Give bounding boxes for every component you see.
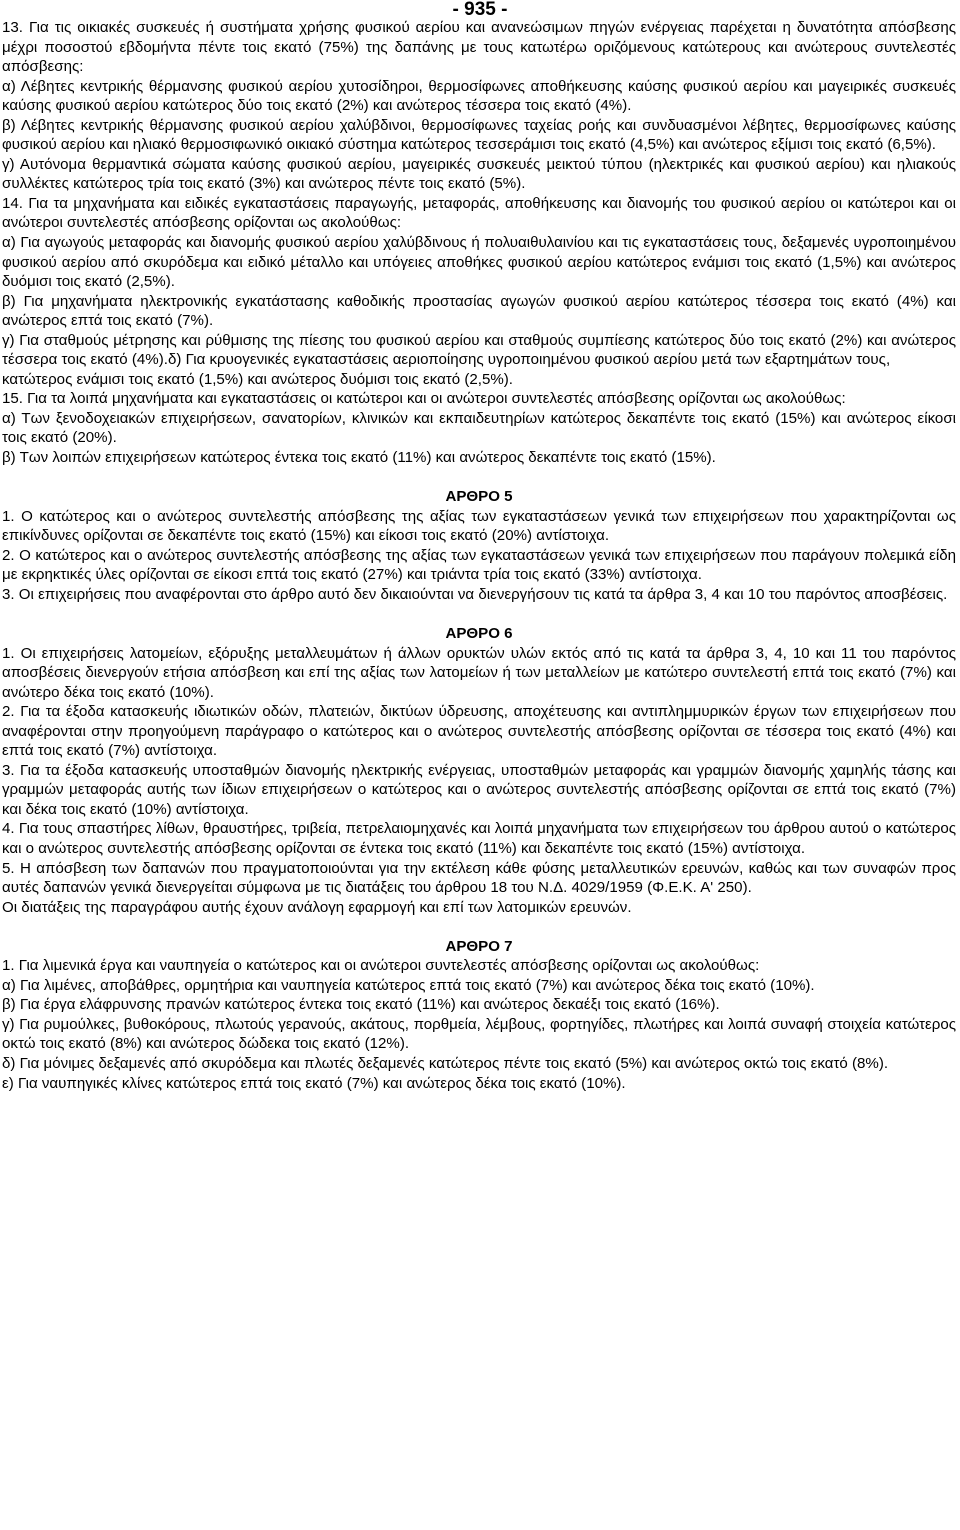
paragraph: β) Λέβητες κεντρικής θέρμανσης φυσικού αερίου χαλύβδινοι, θερμοσίφωνες ταχείας ροής και συνδυασμένοι λέβητες, θερμοσίφωνες καύσης φυσικού αερίου και ηλιακό θερμοσιφωνικό οικιακό σύστημα κατώτερος τεσσεράμισι τοις εκατό (4,5%) και ανώτερος εξίμισι τοις εκατό (6,5%). [2,116,956,154]
paragraph: γ) Για σταθμούς μέτρησης και ρύθμισης της πίεσης του φυσικού αερίου και σταθμούς συμπίεσης κατώτερος δύο τοις εκατό (2%) και ανώτερος τέσσερα τοις εκατό (4%).δ) Για κρυογενικές εγκαταστάσεις αεριοποίησης υγροποιημένου φυσικού αερίου μετά των εξαρτημάτων τους, [2,331,956,369]
paragraph: α) Των ξενοδοχειακών επιχειρήσεων, σανατορίων, κλινικών και εκπαιδευτηρίων κατώτερος δεκαπέντε τοις εκατό (15%) και ανώτερος είκοσι τοις εκατό (20%). [2,409,956,447]
paragraph: β) Των λοιπών επιχειρήσεων κατώτερος έντεκα τοις εκατό (11%) και ανώτερος δεκαπέντε τοις εκατό (15%). [2,449,716,467]
paragraph: β) Για έργα ελάφρυνσης πρανών κατώτερος έντεκα τοις εκατό (11%) και ανώτερος δεκαέξι τοις εκατό (16%). [2,996,720,1014]
paragraph: 13. Για τις οικιακές συσκευές ή συστήματα χρήσης φυσικού αερίου και ανανεώσιμων πηγών ενέργειας παρέχεται η δυνατότητα απόσβεσης μέχρι ποσοστού εβδομήντα πέντε τοις εκατό (75%) της δαπάνης με τους κατωτέρω οριζόμενους κατώτερους και ανώτερους συντελεστές απόσβεσης: [2,19,956,76]
paragraph: 15. Για τα λοιπά μηχανήματα και εγκαταστάσεις οι κατώτεροι και οι ανώτεροι συντελεστές απόσβεσης ορίζονται ως ακολούθως: [2,390,846,408]
paragraph: 4. Για τους σπαστήρες λίθων, θραυστήρες, τριβεία, πετρελαιομηχανές και λοιπά μηχανήματα των επιχειρήσεων του άρθρου αυτού ο κατώτερος και ο ανώτερος συντελεστής απόσβεσης ορίζονται σε έντεκα τοις εκατό (11%) και δεκαπέντε τοις εκατό (15%) αντίστοιχα. [2,820,956,857]
paragraph: 2. Για τα έξοδα κατασκευής ιδιωτικών οδών, πλατειών, δικτύων ύδρευσης, αποχέτευσης και αντιπλημμυρικών έργων των επιχειρήσεων που αναφέρονται στην προηγούμενη παράγραφο ο κατώτερος και ο ανώτερος συντελεστής απόσβεσης ορίζονται σε τέσσερα τοις εκατό (4%) και επτά τοις εκατό (7%) αντίστοιχα. [2,703,956,760]
document-body [2,18,956,1093]
paragraph: 2. Ο κατώτερος και ο ανώτερος συντελεστής απόσβεσης της αξίας των εγκαταστάσεων γενικά των επιχειρήσεων που παράγουν πολεμικά είδη με εκρηκτικές ύλες ορίζονται σε είκοσι επτά τοις εκατό (27%) και τριάντα τρία τοις εκατό (33%) αντίστοιχα. [2,546,956,584]
paragraph: κατώτερος ενάμισι τοις εκατό (1,5%) και ανώτερος δυόμισι τοις εκατό (2,5%). [2,370,514,388]
paragraph: γ) Αυτόνομα θερμαντικά σώματα καύσης φυσικού αερίου, μαγειρικές συσκευές μεικτού τύπου (ηλεκτρικές και φυσικού αερίου) και ηλιακούς συλλέκτες κατώτερος τρία τοις εκατό (3%) και ανώτερος πέντε τοις εκατό (5%). [2,155,956,193]
paragraph: β) Για μηχανήματα ηλεκτρονικής εγκατάστασης καθοδικής προστασίας αγωγών φυσικού αερίου κατώτερος τέσσερα τοις εκατό (4%) και ανώτερος επτά τοις εκατό (7%). [2,292,956,330]
paragraph: α) Λέβητες κεντρικής θέρμανσης φυσικού αερίου χυτοσίδηροι, θερμοσίφωνες αποθήκευσης καύσης φυσικού αερίου και μαγειρικές συσκευές καύσης φυσικού αερίου κατώτερος δύο τοις εκατό (2%) και ανώτερος τέσσερα τοις εκατό (4%). [2,77,956,115]
paragraph: 1. Ο κατώτερος και ο ανώτερος συντελεστής απόσβεσης της αξίας των εγκαταστάσεων γενικά των επιχειρήσεων που χαρακτηρίζονται ως επικίνδυνες ορίζονται σε δεκαπέντε τοις εκατό (15%) και είκοσι τοις εκατό (20%) αντίστοιχα. [2,507,956,545]
paragraph: 1. Οι επιχειρήσεις λατομείων, εξόρυξης μεταλλευμάτων ή άλλων ορυκτών υλών εκτός από τις κατά τα άρθρα 3, 4, 10 και 11 του παρόντος αποσβέσεις διενεργούν ετήσια απόσβεση και επί της αξίας των λατομείων ή των μεταλλείων με κατώτερο συντελεστή επτά τοις εκατό (7%) και ανώτερο δέκα τοις εκατό (10%). [2,644,956,701]
article-heading: ΑΡΘΡΟ 6 [445,624,513,642]
paragraph: 5. Η απόσβεση των δαπανών που πραγματοποιούνται για την εκτέλεση κάθε φύσης μεταλλευτικών ερευνών, καθώς και των συναφών προς αυτές δαπανών γενικά διενεργείται σύμφωνα με τις διατάξεις του άρθρου 18 του Ν.Δ. 4029/1959 (Φ.Ε.Κ. Α' 250). [2,859,956,897]
paragraph: γ) Για ρυμούλκες, βυθοκόρους, πλωτούς γερανούς, ακάτους, πορθμεία, λέμβους, φορτηγίδες, πλωτήρες και λοιπά συναφή στοιχεία κατώτερος οκτώ τοις εκατό (8%) και ανώτερος δώδεκα τοις εκατό (12%). [2,1015,956,1053]
paragraph: δ) Για μόνιμες δεξαμενές από σκυρόδεμα και πλωτές δεξαμενές κατώτερος πέντε τοις εκατό (5%) και ανώτερος οκτώ τοις εκατό (8%). [2,1054,889,1072]
paragraph: 3. Για τα έξοδα κατασκευής υποσταθμών διανομής ηλεκτρικής ενέργειας, υποσταθμών μεταφοράς και γραμμών διανομής χαμηλής τάσης και γραμμών μεταφοράς αυτής των ίδιων επιχειρήσεων ο κατώτερος και ο ανώτερος συντελεστής απόσβεσης ορίζονται σε επτά τοις εκατό (7%) και δέκα τοις εκατό (10%) αντίστοιχα. [2,761,956,818]
paragraph: 3. Οι επιχειρήσεις που αναφέρονται στο άρθρο αυτό δεν δικαιούνται να διενεργήσουν τις κατά τα άρθρα 3, 4 και 10 του παρόντος αποσβέσεις. [2,585,948,603]
paragraph: 1. Για λιμενικά έργα και ναυπηγεία ο κατώτερος και οι ανώτεροι συντελεστές απόσβεσης ορίζονται ως ακολούθως: [2,957,760,975]
article-heading: ΑΡΘΡΟ 7 [445,937,513,955]
page-number: - 935 - [452,0,508,20]
paragraph: α) Για λιμένες, αποβάθρες, ορμητήρια και ναυπηγεία κατώτερος επτά τοις εκατό (7%) και ανώτερος δέκα τοις εκατό (10%). [2,976,815,994]
paragraph: 14. Για τα μηχανήματα και ειδικές εγκαταστάσεις παραγωγής, μεταφοράς, αποθήκευσης και διανομής του φυσικού αερίου οι κατώτεροι και οι ανώτεροι συντελεστές απόσβεσης ορίζονται ως ακολούθως: [2,194,956,232]
paragraph: Οι διατάξεις της παραγράφου αυτής έχουν ανάλογη εφαρμογή και επί των λατομικών ερευνών. [2,898,632,916]
article-heading: ΑΡΘΡΟ 5 [445,488,513,506]
paragraph: α) Για αγωγούς μεταφοράς και διανομής φυσικού αερίου χαλύβδινους ή πολυαιθυλαινίου και τις εγκαταστάσεις τους, δεξαμενές υγροποιημένου φυσικού αερίου από σκυρόδεμα και ειδικό μέταλλο και υπόγειες αποθήκες φυσικού αερίου κατώτερος ενάμισι τοις εκατό (1,5%) και ανώτερος δυόμισι τοις εκατό (2,5%). [2,234,956,291]
paragraph: ε) Για ναυπηγικές κλίνες κατώτερος επτά τοις εκατό (7%) και ανώτερος δέκα τοις εκατό (10%). [2,1074,626,1092]
